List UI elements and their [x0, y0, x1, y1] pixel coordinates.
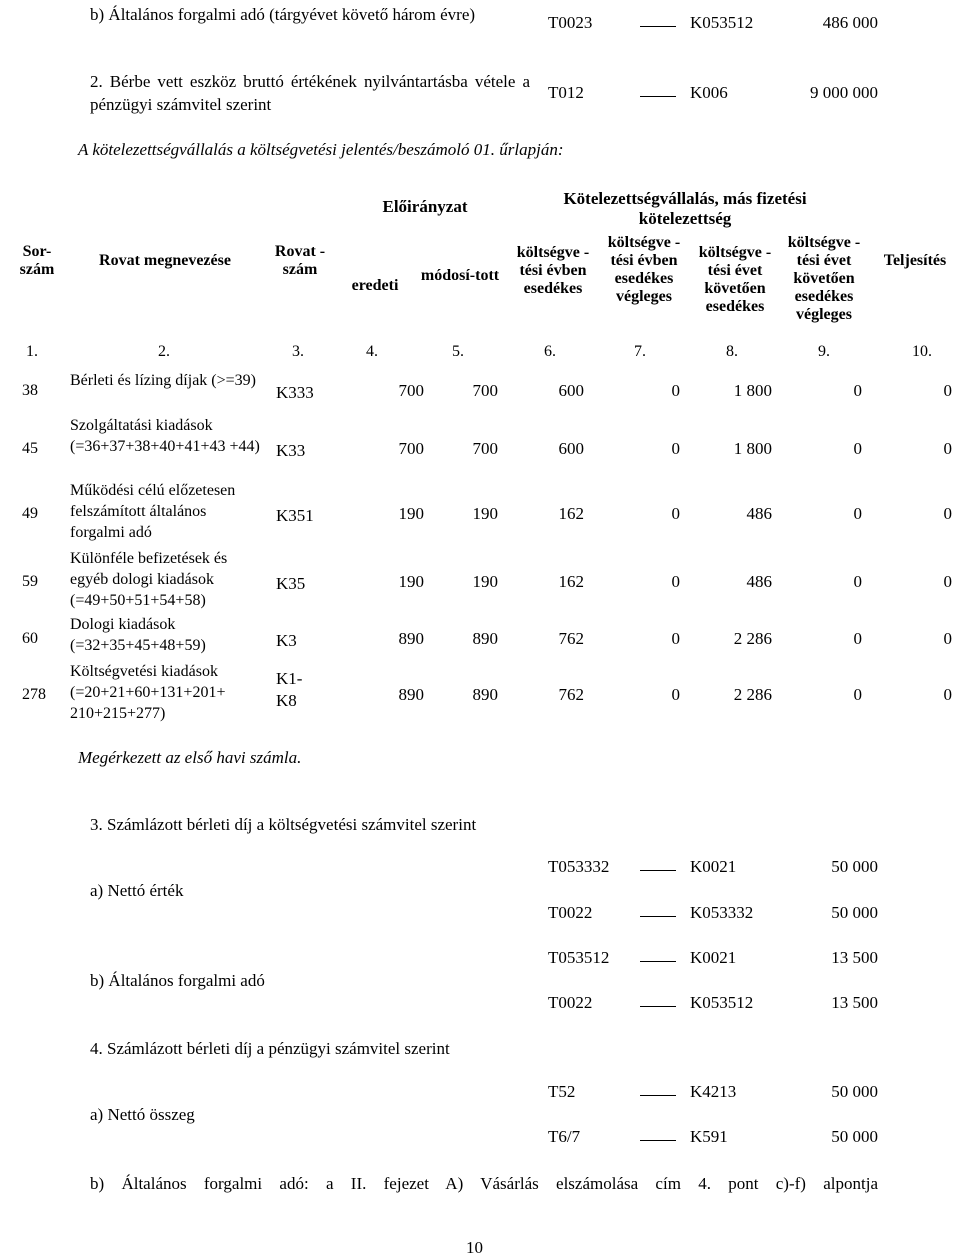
row-value: 890	[472, 685, 498, 704]
header-kotelezettsegvallalas: Kötelezettségvállalás, más fizetési kötelezettség	[563, 189, 807, 228]
entry-debit: T0022	[548, 993, 593, 1012]
row-value: 190	[398, 572, 424, 591]
row-value: 762	[558, 629, 584, 648]
row-number: 59	[22, 573, 38, 590]
section4-title: 4. Számlázott bérleti díj a pénzügyi számvitel szerint	[90, 1039, 450, 1058]
header-kv-evet-koveto: költségve -tési évet követően esedékes	[698, 244, 772, 315]
row-value: 890	[398, 685, 424, 704]
row-value: 0	[853, 504, 862, 523]
entry-dash	[640, 916, 676, 917]
entry-dash	[640, 1140, 676, 1141]
row-value: 0	[853, 572, 862, 591]
row-rovat: K351	[276, 506, 314, 525]
row-number: 278	[22, 686, 46, 703]
page-number: 10	[466, 1238, 483, 1257]
row-rovat: K1-K8	[276, 669, 303, 710]
row-value: 0	[943, 439, 952, 458]
row-value: 0	[853, 629, 862, 648]
row-rovat: K333	[276, 383, 314, 402]
row-name: Költségvetési kiadások (=20+21+60+131+201+ 210+215+277)	[70, 663, 226, 722]
header-modositott: módosí-tott	[420, 267, 500, 284]
row-value: 0	[671, 504, 680, 523]
row-value: 600	[558, 439, 584, 458]
atfa-debit: T0023	[548, 13, 593, 32]
entry-credit: K591	[690, 1127, 728, 1146]
row-value: 890	[472, 629, 498, 648]
row-name: Különféle befizetések és egyéb dologi kiadások (=49+50+51+54+58)	[70, 550, 228, 609]
row-number: 45	[22, 440, 38, 457]
row-value: 0	[671, 685, 680, 704]
row-value: 0	[671, 439, 680, 458]
lease-asset-debit: T012	[548, 83, 584, 102]
note-text: Megérkezett az első havi számla.	[78, 748, 302, 767]
section3-title: 3. Számlázott bérleti díj a költségvetési számvitel szerint	[90, 815, 477, 834]
col-number: 4.	[366, 343, 378, 360]
row-value: 0	[853, 381, 862, 400]
row-value: 162	[558, 572, 584, 591]
entry-amount: 50 000	[831, 1127, 878, 1146]
col-number: 3.	[292, 343, 304, 360]
row-value: 2 286	[733, 685, 772, 704]
entry-debit: T52	[548, 1082, 576, 1101]
row-number: 38	[22, 382, 38, 399]
entry-debit: T053512	[548, 948, 610, 967]
row-value: 0	[943, 572, 952, 591]
atfa-label: b) Általános forgalmi adó (tárgyévet követő három évre)	[90, 5, 476, 24]
entry-debit: T053332	[548, 857, 610, 876]
entry-amount: 50 000	[831, 857, 878, 876]
atfa-amount: 486 000	[822, 13, 878, 32]
row-value: 0	[943, 381, 952, 400]
header-rovat-megnevezese: Rovat megnevezése	[99, 252, 231, 269]
header-eloiranyzat: Előirányzat	[382, 197, 468, 216]
row-value: 0	[853, 439, 862, 458]
col-number: 8.	[726, 343, 738, 360]
col-number: 10.	[912, 343, 932, 360]
row-rovat: K35	[276, 574, 306, 593]
col-number: 7.	[634, 343, 646, 360]
entry-dash	[640, 870, 676, 871]
row-value: 1 800	[733, 381, 772, 400]
entry-credit: K0021	[690, 857, 737, 876]
row-value: 2 286	[733, 629, 772, 648]
row-value: 600	[558, 381, 584, 400]
header-sorszam: Sor-szám	[19, 243, 55, 278]
entry-debit: T6/7	[548, 1127, 581, 1146]
footer-line: b) Általános forgalmi adó: a II. fejezet A) Vásárlás elszámolása cím 4. pont c)-f) alpontja	[90, 1174, 878, 1193]
row-value: 0	[671, 381, 680, 400]
intro-text: A kötelezettségvállalás a költségvetési jelentés/beszámoló 01. űrlapján:	[78, 140, 564, 159]
row-value: 190	[398, 504, 424, 523]
entry-dash	[640, 1006, 676, 1007]
row-rovat: K33	[276, 441, 306, 460]
row-value: 0	[671, 629, 680, 648]
lease-asset-label: 2. Bérbe vett eszköz bruttó értékének nyilvántartásba vétele a pénzügyi számvitel szerint	[90, 72, 530, 114]
entry-credit: K053332	[690, 903, 754, 922]
row-value: 700	[398, 381, 424, 400]
row-value: 0	[671, 572, 680, 591]
col-number: 2.	[158, 343, 170, 360]
entry-credit: K0021	[690, 948, 737, 967]
section3-b-label: b) Általános forgalmi adó	[90, 971, 265, 990]
row-value: 1 800	[733, 439, 772, 458]
entry-dash	[640, 96, 676, 97]
col-number: 9.	[818, 343, 830, 360]
row-value: 0	[943, 629, 952, 648]
entry-dash	[640, 961, 676, 962]
row-value: 700	[472, 381, 498, 400]
header-eredeti: eredeti	[351, 277, 399, 294]
section4-a-label: a) Nettó összeg	[90, 1105, 195, 1124]
col-number: 1.	[26, 343, 38, 360]
row-value: 700	[472, 439, 498, 458]
row-number: 60	[22, 630, 38, 647]
lease-asset-amount: 9 000 000	[810, 83, 878, 102]
entry-dash	[640, 26, 676, 27]
row-name: Bérleti és lízing díjak (>=39)	[70, 372, 256, 389]
row-value: 762	[558, 685, 584, 704]
row-value: 890	[398, 629, 424, 648]
row-value: 486	[746, 572, 772, 591]
entry-debit: T0022	[548, 903, 593, 922]
row-value: 0	[853, 685, 862, 704]
lease-asset-credit: K006	[690, 83, 728, 102]
col-number: 5.	[452, 343, 464, 360]
header-kv-evet-koveto-vegleges: költségve -tési évet követően esedékes végleges	[787, 234, 861, 323]
header-kv-evben-vegleges: költségve -tési évben esedékes végleges	[607, 234, 681, 305]
header-kv-evben-esedekes: költségve -tési évben esedékes	[516, 244, 590, 297]
entry-amount: 13 500	[831, 993, 878, 1012]
row-name: Szolgáltatási kiadások (=36+37+38+40+41+43 +44)	[70, 417, 260, 455]
entry-amount: 50 000	[831, 903, 878, 922]
header-teljesites: Teljesítés	[883, 252, 947, 269]
col-number: 6.	[544, 343, 556, 360]
atfa-credit: K053512	[690, 13, 754, 32]
row-value: 162	[558, 504, 584, 523]
row-value: 700	[398, 439, 424, 458]
row-value: 0	[943, 685, 952, 704]
row-name: Dologi kiadások (=32+35+45+48+59)	[70, 616, 206, 654]
row-name: Működési célú előzetesen felszámított általános forgalmi adó	[70, 482, 236, 541]
entry-dash	[640, 1095, 676, 1096]
entry-credit: K053512	[690, 993, 754, 1012]
entry-amount: 50 000	[831, 1082, 878, 1101]
section3-a-label: a) Nettó érték	[90, 881, 184, 900]
row-value: 486	[746, 504, 772, 523]
row-rovat: K3	[276, 631, 297, 650]
row-number: 49	[22, 505, 38, 522]
row-value: 0	[943, 504, 952, 523]
row-value: 190	[472, 572, 498, 591]
entry-credit: K4213	[690, 1082, 737, 1101]
header-rovat-szam: Rovat -szám	[274, 243, 326, 278]
row-value: 190	[472, 504, 498, 523]
entry-amount: 13 500	[831, 948, 878, 967]
